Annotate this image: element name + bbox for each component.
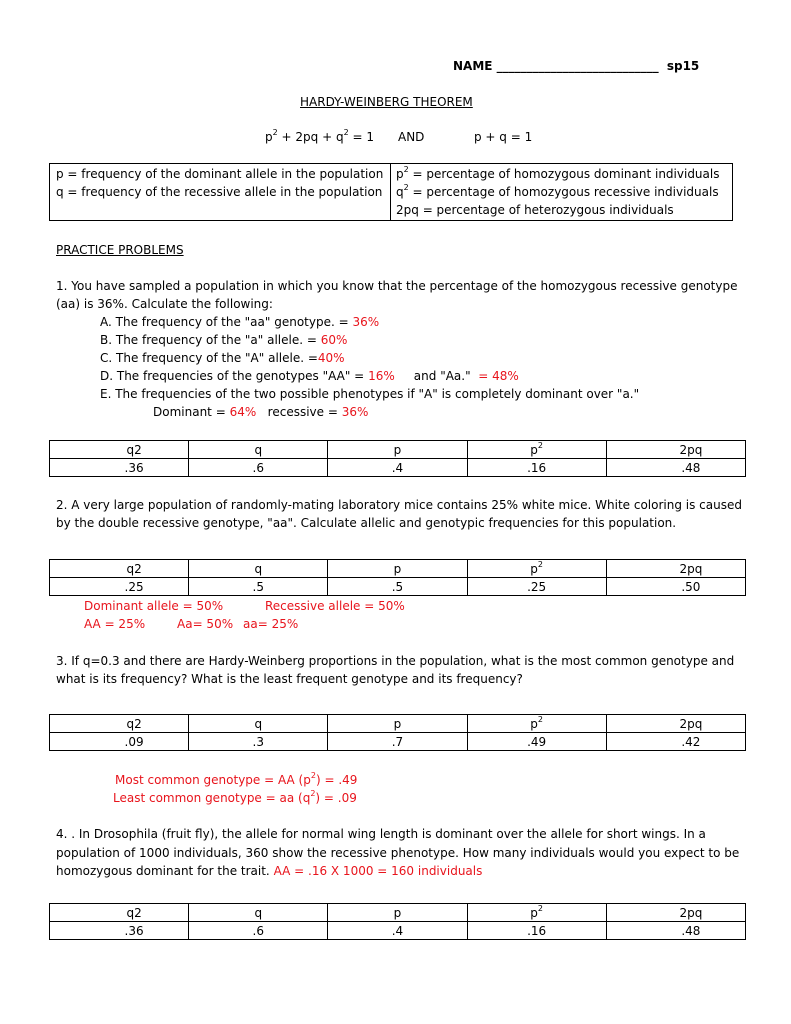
answer-2-Aa: Aa= 50% xyxy=(177,617,234,631)
table-header-cell: p xyxy=(328,441,467,459)
table-header-cell: p xyxy=(328,560,467,578)
problem2-line1: 2. A very large population of randomly-mating laboratory mice contains 25% white mice. White coloring is caused xyxy=(56,498,742,512)
table-row xyxy=(50,459,746,477)
definition-p: p = frequency of the dominant allele in the population xyxy=(56,167,384,181)
definition-p2: $p^2$ = percentage of homozygous dominant individuals xyxy=(396,165,720,181)
table-cell: .5 xyxy=(328,578,467,596)
answer-4: AA = .16 X 1000 = 160 individuals xyxy=(273,864,483,878)
table-cell: .09 xyxy=(50,733,189,751)
page-title: HARDY-WEINBERG THEOREM xyxy=(300,95,473,109)
table-cell: .50 xyxy=(606,578,745,596)
answer-1c: 40% xyxy=(317,351,345,365)
table-row xyxy=(50,733,746,751)
definition-q: q = frequency of the recessive allele in the population xyxy=(56,185,383,199)
answer-2-AA: AA = 25% xyxy=(84,617,146,631)
table-cell: .3 xyxy=(189,733,328,751)
table-cell: .4 xyxy=(328,459,467,477)
problem3-line1: 3. If q=0.3 and there are Hardy-Weinberg proportions in the population, what is the most common genotype and xyxy=(56,654,735,668)
frequency-table-4 xyxy=(49,903,746,940)
table-cell: .4 xyxy=(328,922,467,940)
equation-allele-sum: p + q = 1 xyxy=(474,130,533,144)
frequency-table-2 xyxy=(49,559,746,596)
table-header-row xyxy=(50,715,746,733)
problem2-line2: by the double recessive genotype, "aa". Calculate allelic and genotypic frequencies for this population. xyxy=(56,516,677,530)
problem1-d: D. The frequencies of the genotypes "AA" = 16% and "Aa." = 48% xyxy=(100,369,519,383)
answer-1e-recessive: 36% xyxy=(341,405,369,419)
table-header-cell: $p^2$ xyxy=(467,560,606,578)
table-cell: .48 xyxy=(606,459,745,477)
table-row xyxy=(50,578,746,596)
table-header-cell: 2pq xyxy=(606,441,745,459)
frequency-table-1 xyxy=(49,440,746,477)
table-header-cell: q xyxy=(189,441,328,459)
table-header-row xyxy=(50,904,746,922)
table-header-cell: q2 xyxy=(50,560,189,578)
practice-problems-heading: PRACTICE PROBLEMS xyxy=(56,243,184,257)
definition-2pq: 2pq = percentage of heterozygous individuals xyxy=(396,203,674,217)
definitions-divider xyxy=(390,164,391,220)
table-cell: .5 xyxy=(189,578,328,596)
table-cell: .36 xyxy=(50,922,189,940)
name-line xyxy=(453,58,699,74)
answer-1d-Aa: = 48% xyxy=(474,369,519,383)
table-header-cell: p xyxy=(328,715,467,733)
table-header-row xyxy=(50,441,746,459)
answer-2-dominant-allele: Dominant allele = 50% xyxy=(84,599,224,613)
table-header-cell: q xyxy=(189,560,328,578)
table-header-cell: 2pq xyxy=(606,715,745,733)
problem3-line2: what is its frequency? What is the least frequent genotype and its frequency? xyxy=(56,672,523,686)
problem4-line2: population of 1000 individuals, 360 show the recessive phenotype. How many individuals would you expect to be xyxy=(56,846,740,860)
problem1-line2: (aa) is 36%. Calculate the following: xyxy=(56,297,273,311)
problem1-a: A. The frequency of the "aa" genotype. = 36% xyxy=(100,315,380,329)
table-cell: .42 xyxy=(606,733,745,751)
table-header-cell: p xyxy=(328,904,467,922)
answer-1d-AA: 16% xyxy=(368,369,395,383)
table-header-cell: 2pq xyxy=(606,560,745,578)
table-header-cell: 2pq xyxy=(606,904,745,922)
table-cell: .7 xyxy=(328,733,467,751)
table-header-cell: q2 xyxy=(50,441,189,459)
answer-3-most-common: Most common genotype = AA $(p^2) = .49$ xyxy=(115,771,358,787)
problem1-c: C. The frequency of the "A" allele. =40% xyxy=(100,351,345,365)
sheet-code: sp15 xyxy=(666,59,700,73)
frequency-table-3 xyxy=(49,714,746,751)
table-cell: .25 xyxy=(50,578,189,596)
answer-1b: 60% xyxy=(320,333,348,347)
problem1-b: B. The frequency of the "a" allele. = 60% xyxy=(100,333,348,347)
table-cell: .6 xyxy=(189,459,328,477)
table-header-cell: q xyxy=(189,715,328,733)
answer-2-aa: aa= 25% xyxy=(243,617,299,631)
equation-and: AND xyxy=(398,130,425,144)
definition-q2: $q^2$ = percentage of homozygous recessive individuals xyxy=(396,183,719,199)
problem4-line3: homozygous dominant for the trait. AA = .16 X 1000 = 160 individuals xyxy=(56,864,483,878)
problem1-e: E. The frequencies of the two possible phenotypes if "A" is completely dominant over "a." xyxy=(100,387,640,401)
answer-1a: 36% xyxy=(352,315,380,329)
table-cell: .48 xyxy=(606,922,745,940)
table-header-cell: $p^2$ xyxy=(467,441,606,459)
table-header-cell: $p^2$ xyxy=(467,904,606,922)
name-label: NAME ___________________________ xyxy=(453,59,659,73)
table-header-cell: q2 xyxy=(50,904,189,922)
table-cell: .25 xyxy=(467,578,606,596)
table-cell: .36 xyxy=(50,459,189,477)
equation-hw: $p^2 + 2pq + q^2 = 1$ xyxy=(265,128,374,144)
table-header-cell: $p^2$ xyxy=(467,715,606,733)
answer-1e-dominant: 64% xyxy=(229,405,257,419)
table-cell: .16 xyxy=(467,922,606,940)
table-cell: .16 xyxy=(467,459,606,477)
table-header-cell: q2 xyxy=(50,715,189,733)
answer-2-recessive-allele: Recessive allele = 50% xyxy=(265,599,405,613)
problem1-line1: 1. You have sampled a population in which you know that the percentage of the homozygous recessive genotype xyxy=(56,279,738,293)
problem4-line1: 4. . In Drosophila (fruit fly), the allele for normal wing length is dominant over the allele for short wings. In a xyxy=(56,827,706,841)
table-header-row xyxy=(50,560,746,578)
problem1-e-answer: Dominant = 64% recessive = 36% xyxy=(153,405,369,419)
answer-3-least-common: Least common genotype = aa $(q^2) = .09$ xyxy=(113,789,357,805)
table-row xyxy=(50,922,746,940)
table-cell: .49 xyxy=(467,733,606,751)
table-cell: .6 xyxy=(189,922,328,940)
table-header-cell: q xyxy=(189,904,328,922)
